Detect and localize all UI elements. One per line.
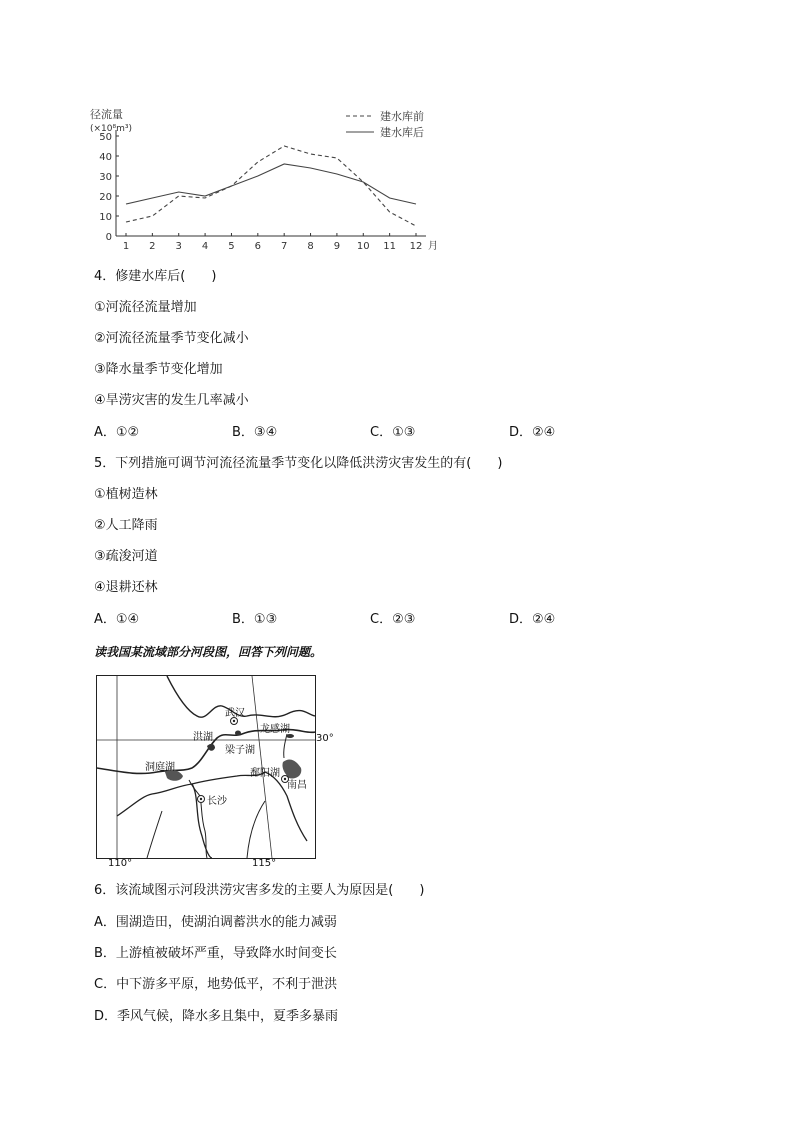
liangzihu-label: 梁子湖 <box>225 745 255 756</box>
q6-stem: 6．该流域图示河段洪涝灾害多发的主要人为原因是( ) <box>94 883 425 898</box>
x-tick-label: 6 <box>254 241 262 252</box>
y-axis-unit: (×10⁸m³) <box>90 124 132 134</box>
wuhan-label: 武汉 <box>225 708 245 719</box>
southern-boundary-west <box>117 784 212 858</box>
map-intro-text: 读我国某流域部分河段图，回答下列问题。 <box>94 645 323 659</box>
river-basin-map <box>96 675 316 859</box>
q5-item-3: ③疏浚河道 <box>94 549 158 564</box>
q4-item-1: ①河流径流量增加 <box>94 300 197 315</box>
x-tick-label: 10 <box>356 241 370 252</box>
runoff-line-chart <box>88 100 448 260</box>
x-tick-label: 9 <box>333 241 341 252</box>
q4-option-a[interactable]: A．①② <box>94 425 140 440</box>
y-tick-label: 10 <box>99 212 112 223</box>
q4-item-4: ④旱涝灾害的发生几率减小 <box>94 393 249 408</box>
liangzi-lake-shape <box>235 731 241 736</box>
x-tick-label: 5 <box>228 241 235 252</box>
x-tick-label: 4 <box>201 241 209 252</box>
poyanghu-label: 鄱阳湖 <box>250 768 280 779</box>
y-tick-label: 0 <box>105 232 112 243</box>
wuhan-city-dot <box>233 720 235 722</box>
q5-option-a[interactable]: A．①④ <box>94 612 140 627</box>
series-line-2 <box>126 164 416 204</box>
legend-label-1: 建水库前 <box>380 110 424 123</box>
y-tick-label: 30 <box>99 172 112 183</box>
q5-item-4: ④退耕还林 <box>94 580 158 595</box>
x-tick-label: 8 <box>307 241 314 252</box>
q4-option-d[interactable]: D．②④ <box>509 425 556 440</box>
longitude-110-label: 110° <box>108 858 133 869</box>
map-drawing <box>97 676 315 858</box>
changsha-city-dot <box>200 798 202 800</box>
q5-item-1: ①植树造林 <box>94 487 158 502</box>
nanchang-city-dot <box>284 778 286 780</box>
q4-option-b[interactable]: B．③④ <box>232 425 278 440</box>
tributary-2 <box>247 801 265 858</box>
longitude-115-label: 115° <box>252 858 277 869</box>
poyang-outlet <box>284 734 287 758</box>
tributary-1 <box>147 811 162 858</box>
q5-option-c[interactable]: C．②③ <box>370 612 416 627</box>
dongtinghu-label: 洞庭湖 <box>145 762 175 773</box>
q4-option-c[interactable]: C．①③ <box>370 425 416 440</box>
x-tick-label: 7 <box>280 241 288 252</box>
q6-option-c[interactable]: C．中下游多平原，地势低平，不利于泄洪 <box>94 977 338 992</box>
x-tick-label: 12 <box>409 241 423 252</box>
honghu-label: 洪湖 <box>193 732 213 743</box>
x-tick-label: 3 <box>175 241 182 252</box>
q5-stem: 5．下列措施可调节河流径流量季节变化以降低洪涝灾害发生的有( ) <box>94 456 503 471</box>
q6-option-b[interactable]: B．上游植被破坏严重，导致降水时间变长 <box>94 946 337 961</box>
q4-stem: 4．修建水库后( ) <box>94 269 217 284</box>
q4-item-2: ②河流径流量季节变化减小 <box>94 331 249 346</box>
changsha-label: 长沙 <box>207 796 227 807</box>
x-tick-label: 2 <box>149 241 156 252</box>
nanchang-label: 南昌 <box>287 780 307 791</box>
latitude-30-label: 30° <box>316 733 334 744</box>
q4-item-3: ③降水量季节变化增加 <box>94 362 223 377</box>
y-axis-label: 径流量 <box>90 108 123 121</box>
x-tick-label: 1 <box>122 241 130 252</box>
q5-item-2: ②人工降雨 <box>94 518 158 533</box>
y-tick-label: 20 <box>99 192 112 203</box>
q5-option-b[interactable]: B．①③ <box>232 612 278 627</box>
series-line-1 <box>126 146 416 226</box>
y-tick-label: 40 <box>99 152 112 163</box>
q5-option-d[interactable]: D．②④ <box>509 612 556 627</box>
x-tick-label: 11 <box>383 241 397 252</box>
legend-label-2: 建水库后 <box>380 126 424 139</box>
q6-option-a[interactable]: A．围湖造田，使湖泊调蓄洪水的能力减弱 <box>94 915 337 930</box>
q6-option-d[interactable]: D．季风气候，降水多且集中，夏季多暴雨 <box>94 1009 339 1024</box>
x-unit-label: 月 <box>428 241 438 252</box>
chart-legend <box>346 109 424 139</box>
longganhu-label: 龙感湖 <box>260 724 290 735</box>
chart-series <box>126 146 416 226</box>
y-tick-label: 50 <box>99 132 112 143</box>
